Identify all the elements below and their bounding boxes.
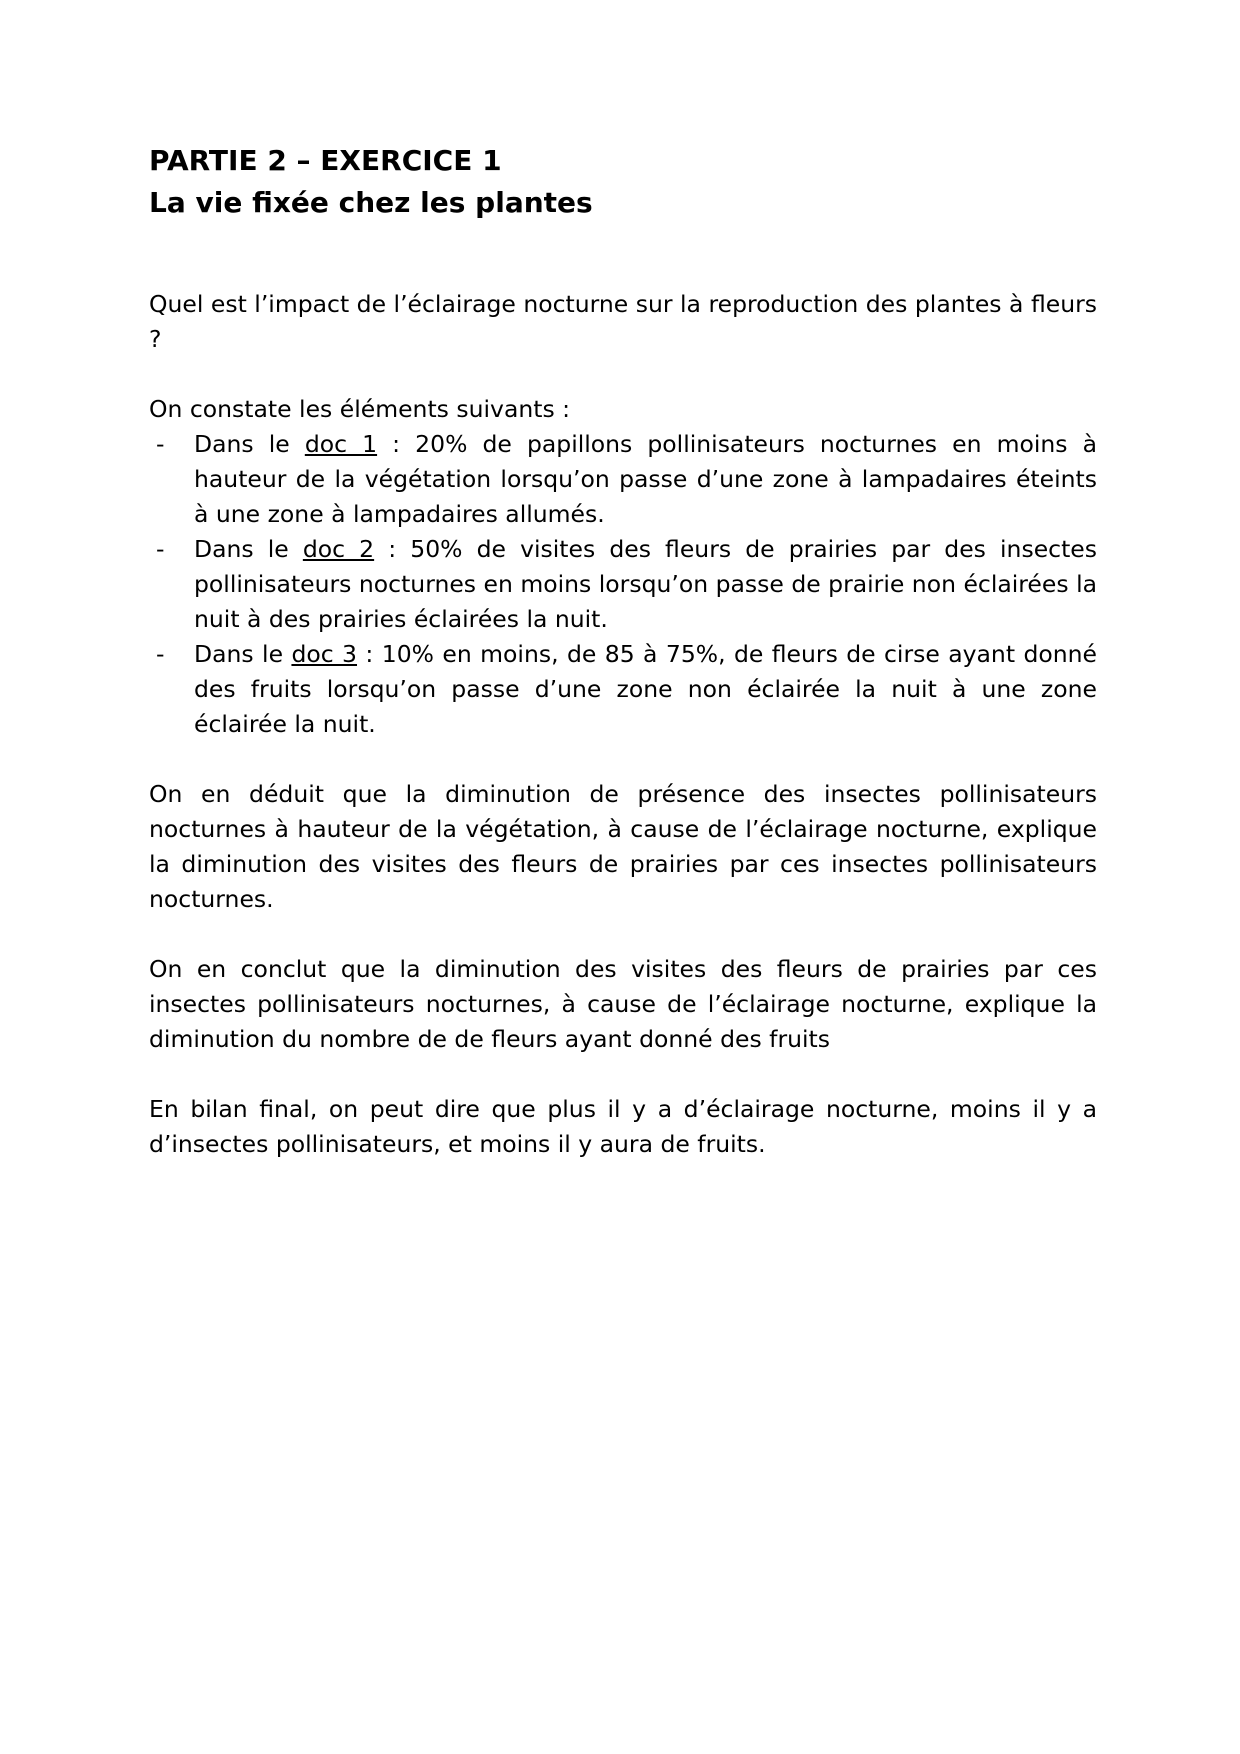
item-prefix: Dans le: [194, 430, 305, 458]
doc-reference: doc 3: [291, 640, 358, 668]
list-dash: -: [156, 430, 165, 458]
bilan-paragraph: En bilan final, on peut dire que plus il y a d’éclairage nocturne, moins il y a d’insectes pollinisateurs, et moins il y aura de fruits.: [149, 1095, 1097, 1158]
item-text: : 50% de visites des fleurs de prairies par des insectes pollinisateurs nocturnes en moins lorsqu’on passe de prairie non éclairées la nuit à des prairies éclairées la nuit.: [194, 535, 1097, 633]
exercise-subtitle: La vie fixée chez les plantes: [149, 186, 593, 219]
constat-intro: On constate les éléments suivants :: [149, 395, 571, 423]
doc-reference: doc 2: [302, 535, 375, 563]
list-item: [149, 427, 1097, 532]
exercise-title: PARTIE 2 – EXERCICE 1: [149, 144, 502, 177]
list-item: [149, 532, 1097, 637]
item-prefix: Dans le: [194, 535, 303, 563]
document-page: [149, 140, 1097, 1162]
conclusion-paragraph: On en conclut que la diminution des visites des fleurs de prairies par ces insectes pollinisateurs nocturnes, à cause de l’éclairage nocturne, explique la diminution du nombre de de fleurs ayant donné des fruits: [149, 955, 1097, 1053]
item-text: : 10% en moins, de 85 à 75%, de fleurs de cirse ayant donné des fruits lorsqu’on passe d’une zone non éclairée la nuit à une zone éclairée la nuit.: [194, 640, 1097, 738]
list-item: [149, 637, 1097, 742]
item-text: : 20% de papillons pollinisateurs nocturnes en moins à hauteur de la végétation lorsqu’on passe d’une zone à lampadaires éteints à une zone à lampadaires allumés.: [194, 430, 1098, 528]
item-prefix: Dans le: [194, 640, 292, 668]
list-dash: -: [156, 640, 165, 668]
list-dash: -: [156, 535, 165, 563]
observations-list: [149, 427, 1097, 742]
doc-reference: doc 1: [304, 430, 378, 458]
question-paragraph: Quel est l’impact de l’éclairage nocturne sur la reproduction des plantes à fleurs ?: [149, 290, 1097, 353]
deduction-paragraph: On en déduit que la diminution de présence des insectes pollinisateurs nocturnes à hauteur de la végétation, à cause de l’éclairage nocturne, explique la diminution des visites des fleurs de prairies par ces insectes pollinisateurs nocturnes.: [149, 780, 1097, 913]
